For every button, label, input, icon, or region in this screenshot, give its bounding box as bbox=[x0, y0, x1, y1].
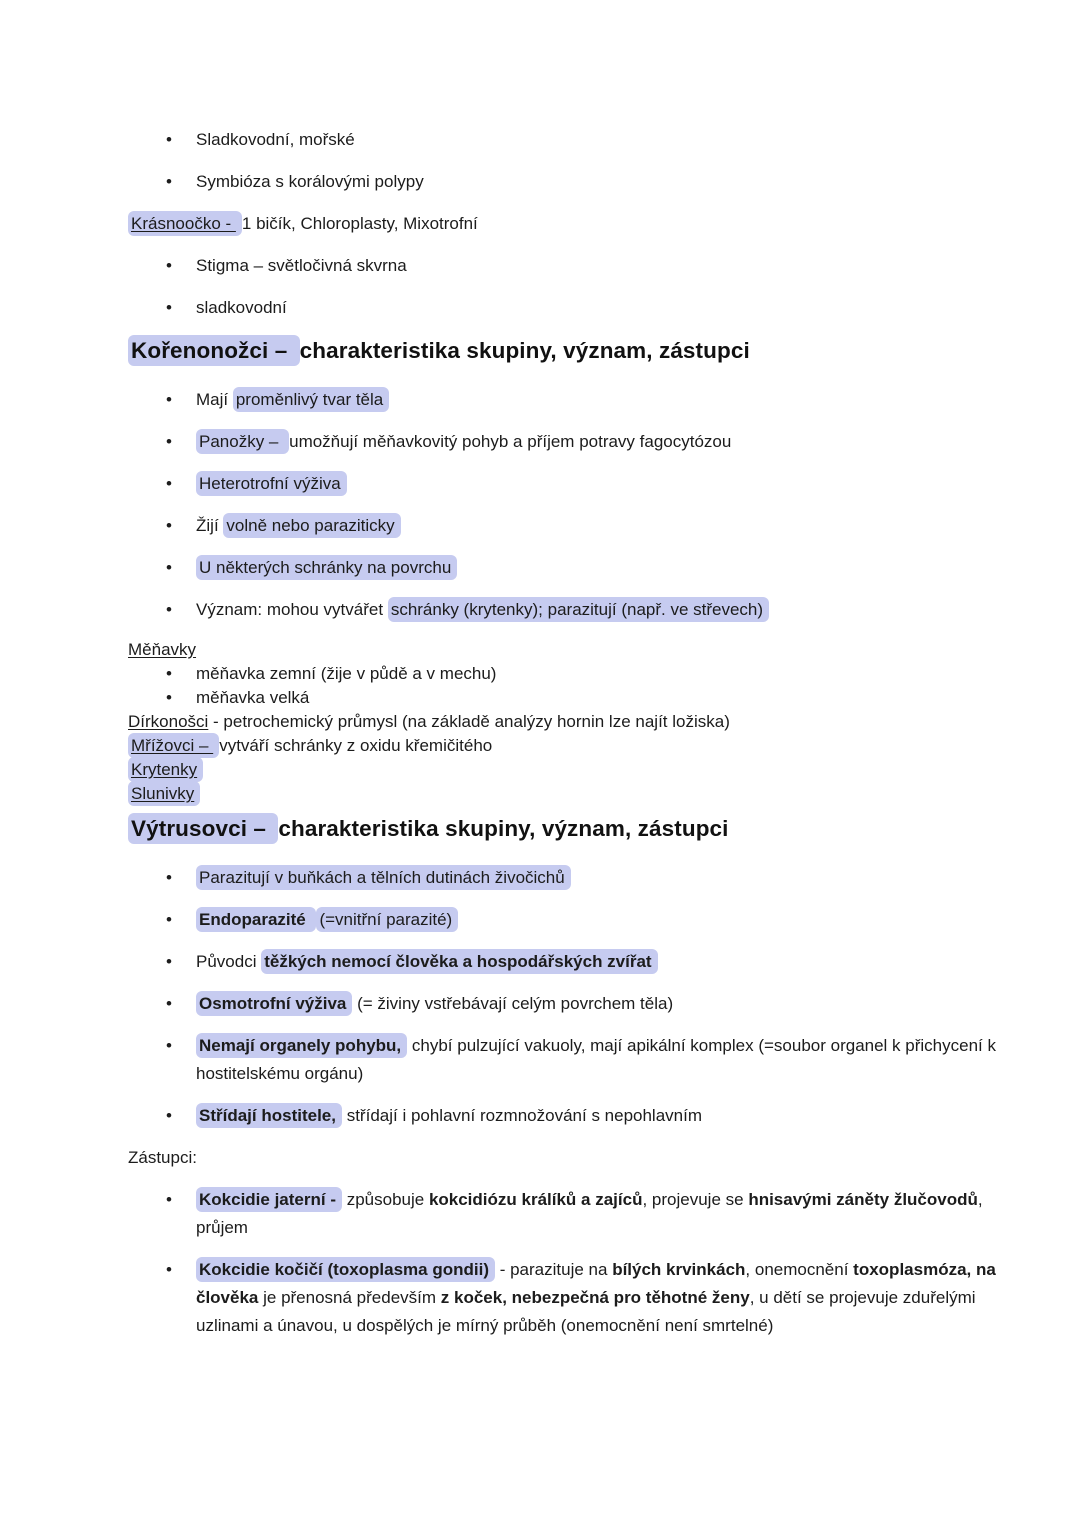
bullet-marker bbox=[166, 990, 196, 1018]
term-line bbox=[128, 210, 1022, 238]
bullet-marker bbox=[166, 126, 196, 154]
highlighted-text: Výtrusovci – bbox=[128, 813, 278, 844]
bullet-marker bbox=[166, 470, 196, 498]
bullet-text bbox=[196, 512, 1022, 540]
text-run: Význam: mohou vytvářet bbox=[196, 600, 388, 619]
bullet-item bbox=[128, 470, 1022, 498]
section-heading-korenonozci bbox=[128, 336, 1022, 366]
text-run: z koček, nebezpečná pro těhotné ženy bbox=[440, 1288, 750, 1307]
highlighted-text: Osmotrofní výživa bbox=[196, 991, 352, 1016]
bullet-text bbox=[196, 1032, 1022, 1088]
bullet-marker bbox=[166, 252, 196, 280]
highlighted-text: Panožky – bbox=[196, 429, 289, 454]
bullet-item bbox=[128, 662, 1022, 686]
highlighted-text: Endoparazité bbox=[196, 907, 316, 932]
bullet-marker bbox=[166, 906, 196, 934]
text-run: - parazituje na bbox=[495, 1260, 613, 1279]
bullet-item bbox=[128, 1032, 1022, 1088]
bullet-text bbox=[196, 126, 1022, 154]
highlighted-text: Krytenky bbox=[128, 757, 203, 782]
text-run: umožňují měňavkovitý pohyb a příjem potravy fagocytózou bbox=[289, 432, 732, 451]
text-run: , onemocnění bbox=[745, 1260, 854, 1279]
term-line bbox=[128, 758, 1022, 782]
text-run: způsobuje bbox=[341, 1190, 429, 1209]
text-run: sladkovodní bbox=[196, 298, 287, 317]
bullet-marker bbox=[166, 596, 196, 624]
bullet-marker bbox=[166, 686, 196, 710]
text-run: charakteristika skupiny, význam, zástupci bbox=[299, 338, 750, 363]
text-run: Původci bbox=[196, 952, 262, 971]
text-run: , u dětí se projevuje zduřelými uzlinami a únavou, u dospělých je mírný průběh (onemocnění není smrtelné) bbox=[196, 1288, 976, 1335]
bullet-text bbox=[196, 470, 1022, 498]
section-heading-vytrusovci bbox=[128, 814, 1022, 844]
term-line bbox=[128, 638, 1022, 662]
bullet-marker bbox=[166, 294, 196, 322]
text-run: Stigma – světločivná skvrna bbox=[196, 256, 407, 275]
text-run: střídají i pohlavní rozmnožování s nepohlavním bbox=[341, 1106, 703, 1125]
highlighted-text: Kořenonožci – bbox=[128, 335, 300, 366]
bullet-item bbox=[128, 252, 1022, 280]
bullet-text bbox=[196, 1102, 1022, 1130]
bullet-marker bbox=[166, 168, 196, 196]
text-run: kokcidiózu králíků a zajíců bbox=[428, 1190, 643, 1209]
text-run: bílých krvinkách bbox=[612, 1260, 746, 1279]
highlighted-text: (=vnitřní parazité) bbox=[316, 907, 458, 932]
highlighted-text: Kokcidie jaterní - bbox=[196, 1187, 342, 1212]
bullet-marker bbox=[166, 1102, 196, 1130]
text-run: toxoplasmóza, na člověka bbox=[196, 1260, 996, 1307]
highlighted-text: Slunivky bbox=[128, 781, 200, 806]
text-run: Měňavky bbox=[128, 640, 197, 659]
highlighted-text: těžkých nemocí člověka a hospodářských zvířat bbox=[261, 949, 657, 974]
bullet-text bbox=[196, 428, 1022, 456]
text-run: chybí pulzující vakuoly, mají apikální komplex (=soubor organel k přichycení k hostitelskému orgánu) bbox=[196, 1036, 996, 1083]
bullet-marker bbox=[166, 386, 196, 414]
text-run: Žijí bbox=[196, 516, 224, 535]
text-run: hnisavými záněty žlučovodů bbox=[748, 1190, 978, 1209]
text-run: , projevuje se bbox=[642, 1190, 749, 1209]
bullet-text bbox=[196, 948, 1022, 976]
bullet-item bbox=[128, 990, 1022, 1018]
highlighted-text: Mřížovci – bbox=[128, 733, 219, 758]
bullet-text bbox=[196, 596, 1022, 624]
text-run: , průjem bbox=[196, 1190, 983, 1237]
text-run: Symbióza s korálovými polypy bbox=[196, 172, 424, 191]
bullet-text bbox=[196, 1186, 1022, 1242]
bullet-item bbox=[128, 1186, 1022, 1242]
bullet-item bbox=[128, 386, 1022, 414]
bullet-text bbox=[196, 662, 1022, 686]
bullet-marker bbox=[166, 948, 196, 976]
highlighted-text: Heterotrofní výživa bbox=[196, 471, 347, 496]
text-run: měňavka zemní (žije v půdě a v mechu) bbox=[196, 664, 497, 683]
bullet-item bbox=[128, 1102, 1022, 1130]
bullet-text bbox=[196, 686, 1022, 710]
bullet-item bbox=[128, 554, 1022, 582]
text-run: (= živiny vstřebávají celým povrchem těla) bbox=[352, 994, 674, 1013]
bullet-item bbox=[128, 686, 1022, 710]
bullet-item bbox=[128, 1256, 1022, 1340]
text-run: Zástupci: bbox=[128, 1148, 197, 1167]
highlighted-text: Krásnoočko - bbox=[128, 211, 242, 236]
bullet-text bbox=[196, 386, 1022, 414]
text-run: charakteristika skupiny, význam, zástupci bbox=[278, 816, 729, 841]
bullet-text bbox=[196, 294, 1022, 322]
bullet-text bbox=[196, 252, 1022, 280]
bullet-marker bbox=[166, 662, 196, 686]
highlighted-text: Nemají organely pohybu, bbox=[196, 1033, 407, 1058]
text-run: - petrochemický průmysl (na základě analýzy hornin lze najít ložiska) bbox=[208, 712, 730, 731]
bullet-item bbox=[128, 864, 1022, 892]
bullet-item bbox=[128, 168, 1022, 196]
highlighted-text: schránky (krytenky); parazitují (např. ve střevech) bbox=[388, 597, 769, 622]
text-run: je přenosná především bbox=[258, 1288, 441, 1307]
bullet-item bbox=[128, 596, 1022, 624]
text-run: měňavka velká bbox=[196, 688, 310, 707]
bullet-marker bbox=[166, 1032, 196, 1060]
text-run: Sladkovodní, mořské bbox=[196, 130, 355, 149]
highlighted-text: Parazitují v buňkách a tělních dutinách živočichů bbox=[196, 865, 571, 890]
bullet-text bbox=[196, 864, 1022, 892]
bullet-marker bbox=[166, 554, 196, 582]
bullet-marker bbox=[166, 864, 196, 892]
bullet-text bbox=[196, 554, 1022, 582]
highlighted-text: U některých schránky na povrchu bbox=[196, 555, 457, 580]
text-run: Dírkonošci bbox=[128, 712, 209, 731]
text-run: 1 bičík, Chloroplasty, Mixotrofní bbox=[241, 214, 478, 233]
bullet-marker bbox=[166, 1186, 196, 1214]
bullet-marker bbox=[166, 512, 196, 540]
highlighted-text: Střídají hostitele, bbox=[196, 1103, 342, 1128]
bullet-marker bbox=[166, 1256, 196, 1284]
term-line bbox=[128, 734, 1022, 758]
highlighted-text: volně nebo paraziticky bbox=[223, 513, 400, 538]
bullet-item bbox=[128, 512, 1022, 540]
term-line bbox=[128, 782, 1022, 806]
bullet-item bbox=[128, 294, 1022, 322]
bullet-marker bbox=[166, 428, 196, 456]
term-line bbox=[128, 710, 1022, 734]
bullet-item bbox=[128, 906, 1022, 934]
bullet-text bbox=[196, 990, 1022, 1018]
bullet-text bbox=[196, 1256, 1022, 1340]
text-run: Mají bbox=[196, 390, 233, 409]
bullet-text bbox=[196, 168, 1022, 196]
highlighted-text: Kokcidie kočičí (toxoplasma gondii) bbox=[196, 1257, 495, 1282]
label-line bbox=[128, 1144, 1022, 1172]
document-content bbox=[128, 126, 1022, 1340]
bullet-item bbox=[128, 126, 1022, 154]
highlighted-text: proměnlivý tvar těla bbox=[233, 387, 389, 412]
text-run: vytváří schránky z oxidu křemičitého bbox=[219, 736, 493, 755]
bullet-item bbox=[128, 948, 1022, 976]
bullet-item bbox=[128, 428, 1022, 456]
bullet-text bbox=[196, 906, 1022, 934]
